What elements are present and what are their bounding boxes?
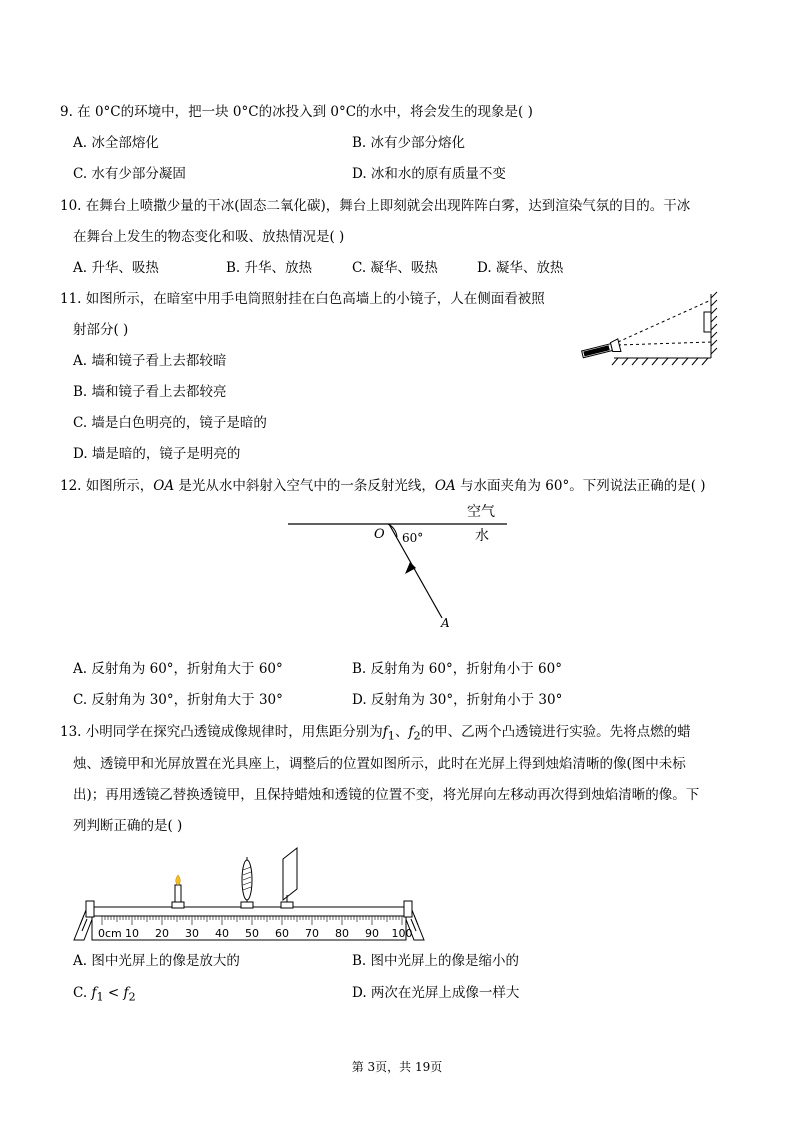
subscript-1: 1 [96, 990, 104, 1004]
separator: 、 [394, 724, 409, 740]
q13-option-c [73, 984, 136, 1007]
option-c-prefix: C. [73, 985, 92, 1001]
less-than-sign: < [103, 985, 124, 1001]
q10-option-d: D. 凝华、放热 [477, 260, 564, 276]
q12-option-d: D. 反射角为 30°，折射角小于 30° [352, 692, 563, 708]
ruler-label: 90 [365, 927, 379, 940]
q12-option-b: B. 反射角为 60°，折射角小于 60° [352, 661, 562, 677]
q13-optical-bench-figure [72, 845, 432, 945]
q9-option-d: D. 冰和水的原有质量不变 [352, 166, 506, 182]
ruler-label: 40 [215, 927, 229, 940]
q10-stem-line1: 10. 在舞台上喷撒少量的干冰(固态二氧化碳)，舞台上即刻就会出现阵阵白雾，达到渲染气氛的目的。干冰 [60, 198, 691, 214]
q12-reflection-figure [285, 500, 515, 635]
subscript-2: 2 [413, 729, 421, 743]
q9-option-c: C. 水有少部分凝固 [73, 166, 186, 182]
q9-stem: 9. 在 0°C的环境中，把一块 0°C的冰投入到 0°C的水中，将会发生的现象是( ) [60, 104, 533, 120]
q12-water-label: 水 [475, 528, 489, 544]
q9-option-a: A. 冰全部熔化 [73, 135, 159, 151]
q13-stem-line1-post: 的甲、乙两个凸透镜进行实验。先将点燃的蜡 [420, 724, 691, 740]
q12-stem-post: 与水面夹角为 60°。下列说法正确的是( ) [455, 478, 706, 494]
focal-f-symbol: f [382, 724, 388, 740]
q10-stem-line2: 在舞台上发生的物态变化和吸、放热情况是( ) [73, 229, 345, 245]
q11-option-d: D. 墙是暗的，镜子是明亮的 [73, 446, 241, 462]
q11-option-b: B. 墙和镜子看上去都较亮 [73, 384, 227, 400]
subscript-1: 1 [387, 729, 395, 743]
ruler-label: 100 [391, 927, 413, 940]
q9-option-b: B. 冰有少部分熔化 [352, 135, 466, 151]
q10-option-c: C. 凝华、吸热 [352, 260, 438, 276]
q12-air-label: 空气 [467, 504, 495, 520]
q12-option-a: A. 反射角为 60°，折射角大于 60° [73, 661, 283, 677]
q13-stem-line3: 出)；再用透镜乙替换透镜甲，且保持蜡烛和透镜的位置不变，将光屏向左移动再次得到烛焰清晰的像。下 [73, 787, 700, 803]
q12-point-a-label: A [441, 616, 450, 630]
q12-angle-label: 60° [402, 531, 424, 545]
q12-stem-pre: 12. 如图所示， [60, 478, 154, 494]
convex-lens [241, 857, 253, 908]
q12-point-o-label: O [374, 527, 385, 542]
q12-oa-symbol: OA [434, 478, 456, 494]
focal-f-symbol: f [123, 985, 129, 1001]
q11-flashlight-mirror-figure [580, 290, 725, 370]
q12-oa-symbol: OA [153, 478, 175, 494]
ruler-label: 0cm [98, 927, 122, 940]
q13-option-b: B. 图中光屏上的像是缩小的 [352, 953, 520, 969]
q13-stem-line2: 烛、透镜甲和光屏放置在光具座上，调整后的位置如图所示，此时在光屏上得到烛焰清晰的像(图中未标 [73, 756, 686, 772]
ruler-label: 20 [155, 927, 169, 940]
q10-option-a: A. 升华、吸热 [73, 260, 159, 276]
q11-stem-line1: 11. 如图所示，在暗室中用手电筒照射挂在白色高墙上的小镜子，人在侧面看被照 [60, 291, 545, 307]
focal-f-symbol: f [408, 724, 414, 740]
ruler-label: 60 [275, 927, 289, 940]
page-footer: 第 3页，共 19页 [351, 1060, 443, 1074]
candle [172, 875, 184, 908]
ruler-label: 70 [305, 927, 319, 940]
q13-stem-line1-pre: 13. 小明同学在探究凸透镜成像规律时，用焦距分别为 [60, 724, 383, 740]
q13-stem-line1 [60, 723, 691, 746]
ruler-label: 10 [125, 927, 139, 940]
focal-f-symbol: f [91, 985, 97, 1001]
light-screen [281, 848, 297, 908]
q12-option-c: C. 反射角为 30°，折射角大于 30° [73, 692, 283, 708]
ruler-label: 50 [245, 927, 259, 940]
q13-stem-line4: 列判断正确的是( ) [73, 818, 183, 834]
ruler-label: 80 [335, 927, 349, 940]
q11-stem-line2: 射部分( ) [73, 322, 129, 338]
ruler-label: 30 [185, 927, 199, 940]
q10-option-b: B. 升华、放热 [226, 260, 313, 276]
q13-option-a: A. 图中光屏上的像是放大的 [73, 953, 240, 969]
q13-option-d: D. 两次在光屏上成像一样大 [352, 985, 520, 1001]
q11-option-c: C. 墙是白色明亮的，镜子是暗的 [73, 415, 267, 431]
subscript-2: 2 [128, 990, 136, 1004]
q12-stem [60, 477, 706, 495]
q11-option-a: A. 墙和镜子看上去都较暗 [73, 353, 227, 369]
q12-stem-mid: 是光从水中斜射入空气中的一条反射光线， [174, 478, 435, 494]
